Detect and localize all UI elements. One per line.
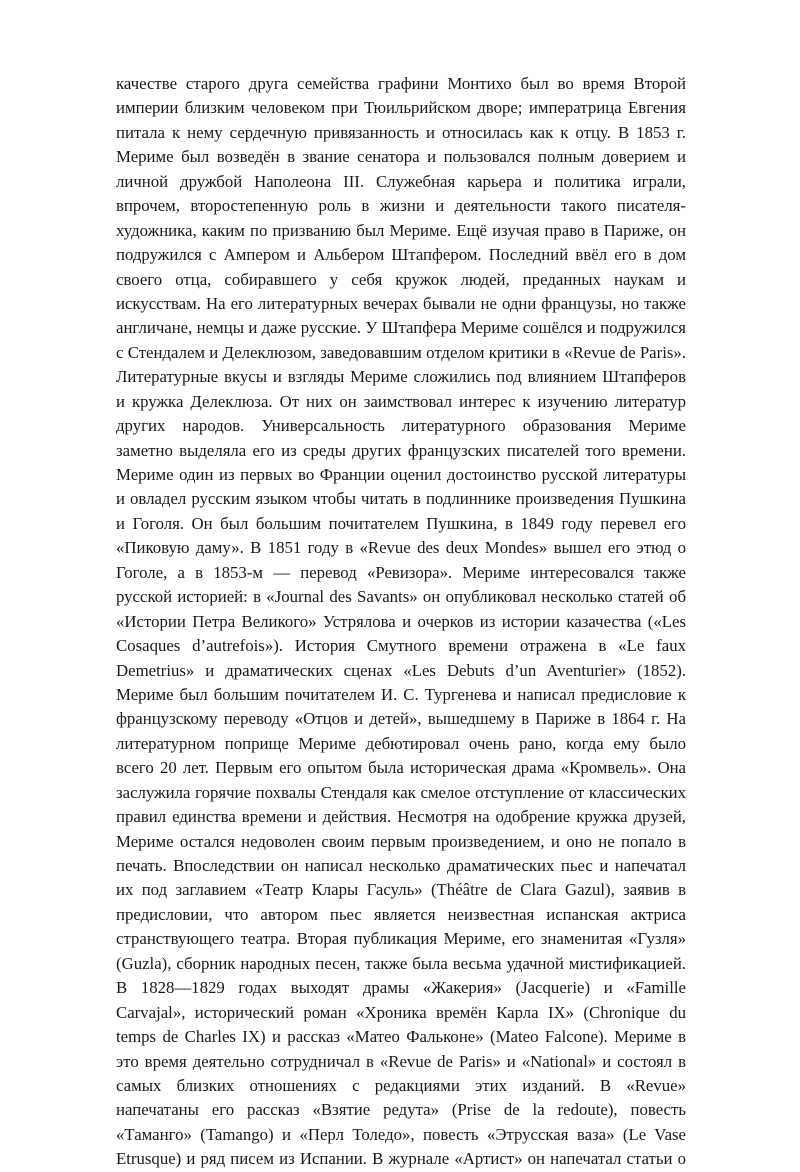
text-line: французскому переводу «Отцов и детей», вышедшему в Париже в 1864 г. На: [116, 709, 686, 729]
text-line: (Guzla), сборник народных песен, также была весьма удачной мистификацией.: [116, 953, 686, 973]
text-line: Мериме был большим почитателем И. С. Тургенева и написал предисловие к: [116, 684, 686, 704]
text-line: напечатаны его рассказ «Взятие редута» (Prise de la redoute), повесть: [116, 1100, 686, 1120]
text-line: это время деятельно сотрудничал в «Revue de Paris» и «National» и состоял в: [116, 1051, 686, 1071]
text-line: и Гоголя. Он был большим почитателем Пушкина, в 1849 году перевел его: [116, 513, 686, 533]
text-line: литературном поприще Мериме дебютировал очень рано, когда ему было: [116, 733, 686, 753]
text-line: Мериме остался недоволен своим первым произведением, и оно не попало в: [116, 831, 686, 851]
text-line: Demetrius» и драматических сценах «Les Debuts d’un Aventurier» (1852).: [116, 660, 686, 680]
text-line: впрочем, второстепенную роль в жизни и деятельности такого писателя-: [116, 196, 686, 216]
text-line: Гоголе, а в 1853-м — перевод «Ревизора». Мериме интересовался также: [116, 562, 686, 582]
text-line: «Истории Петра Великого» Устрялова и очерков из истории казачества («Les: [116, 611, 686, 631]
text-line: Carvajal», исторический роман «Хроника времён Карла IX» (Chronique du: [116, 1002, 686, 1022]
text-line: правил единства времени и действия. Несмотря на одобрение кружка друзей,: [116, 807, 686, 827]
text-line: и кружка Делеклюза. От них он заимствовал интерес к изучению литератур: [116, 391, 686, 411]
text-line: англичане, немцы и даже русские. У Штапфера Мериме сошёлся и подружился: [116, 318, 686, 338]
text-line: Мериме один из первых во Франции оценил достоинство русской литературы: [116, 465, 686, 484]
text-line: подружился с Ампером и Альбером Штапфером. Последний ввёл его в дом: [116, 245, 686, 265]
text-line: русской историей: в «Journal des Savants» он опубликовал несколько статей об: [116, 587, 686, 607]
text-line: заметно выделяла его из среды других французских писателей того времени.: [116, 440, 686, 460]
text-line: всего 20 лет. Первым его опытом была историческая драма «Кромвель». Она: [116, 758, 686, 778]
text-line: Мериме был возведён в звание сенатора и пользовался полным доверием и: [116, 147, 686, 167]
text-line: Etrusque) и ряд писем из Испании. В журнале «Артист» он напечатал статьи о: [116, 1149, 686, 1169]
text-line: temps de Charles IX) и рассказ «Матео Фальконе» (Mateo Falcone). Мериме в: [116, 1027, 686, 1047]
text-line: предисловии, что автором пьес является неизвестная испанская актриса: [116, 904, 686, 924]
text-line: Литературные вкусы и взгляды Мериме сложились под влиянием Штапферов: [116, 367, 686, 387]
text-line: художника, каким по призванию был Мериме. Ещё изучая право в Париже, он: [116, 220, 686, 240]
text-line: «Таманго» (Tamango) и «Перл Толедо», повесть «Этрусская ваза» (Le Vase: [116, 1124, 686, 1144]
text-line: качестве старого друга семейства графини Монтихо был во время Второй: [116, 74, 686, 93]
text-line: печать. Впоследствии он написал несколько драматических пьес и напечатал: [116, 856, 686, 875]
text-line: странствующего театра. Вторая публикация Мериме, его знаменитая «Гузля»: [116, 929, 686, 949]
text-line: империи близким человеком при Тюильрийском дворе; императрица Евгения: [116, 98, 686, 118]
document-page: [116, 72, 686, 1172]
text-line: и овладел русским языком чтобы читать в подлиннике произведения Пушкина: [116, 489, 686, 509]
text-line: других народов. Универсальность литературного образования Мериме: [116, 416, 686, 436]
text-line: «Пиковую даму». В 1851 году в «Revue des deux Mondes» вышел его этюд о: [116, 538, 686, 558]
text-line: самых близких отношениях с редакциями этих изданий. В «Revue»: [116, 1075, 686, 1095]
text-line: своего отца, собиравшего у себя кружок людей, преданных наукам и: [116, 269, 686, 289]
text-line: В 1828—1829 годах выходят драмы «Жакерия» (Jacquerie) и «Famille: [116, 978, 686, 998]
text-line: питала к нему сердечную привязанность и относилась как к отцу. В 1853 г.: [116, 122, 686, 142]
text-line: личной дружбой Наполеона III. Служебная карьера и политика играли,: [116, 171, 686, 191]
text-line: искусствам. На его литературных вечерах бывали не одни французы, но также: [116, 293, 686, 313]
text-line: их под заглавием «Театр Клары Гасуль» (Théâtre de Clara Gazul), заявив в: [116, 880, 686, 900]
text-line: Cosaques d’autrefois»). История Смутного времени отражена в «Le faux: [116, 636, 686, 656]
text-line: с Стендалем и Делеклюзом, заведовавшим отделом критики в «Revue de Paris».: [116, 342, 686, 362]
text-line: заслужила горячие похвалы Стендаля как смелое отступление от классических: [116, 782, 686, 802]
